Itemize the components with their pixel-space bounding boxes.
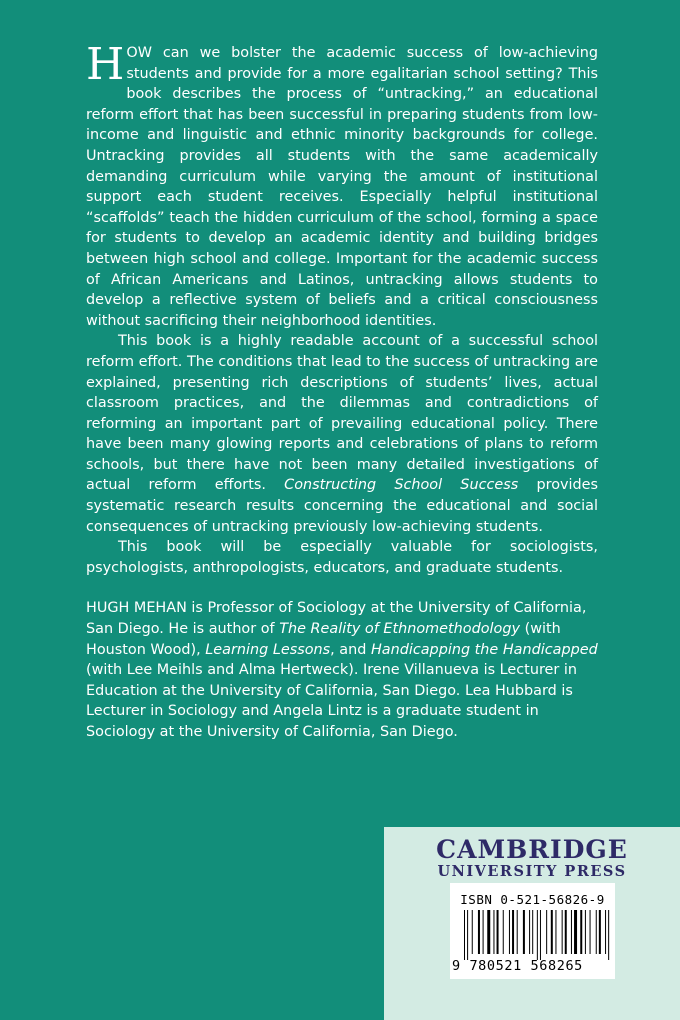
blurb-paragraph-2-text-a: This book is a highly readable account of a successful school reform effort. The conditions that lead to the success of untracking are explained, presenting rich descriptions of students’ lives, actual classroom practices, and the dilemmas and contradictions of reforming an important part of prevailing educational policy. There have been many glowing reports and celebrations of plans to reform schools, but there have not been many detailed investigations of actual reform efforts. (86, 333, 598, 494)
author-bio-text-d: (with Lee Meihls and Alma Hertweck). Irene Villanueva is Lecturer in Education at the University of California, San Diego. Lea Hubbard is Lecturer in Sociology and Angela Lintz is a graduate student in Sociology at the University of California, San Diego. (86, 662, 578, 740)
publisher-name: CAMBRIDGE (436, 835, 628, 864)
blurb-paragraph-3: This book will be especially valuable for sociologists, psychologists, anthropologists, educators, and graduate students. (86, 539, 598, 576)
author-book-title-2: Learning Lessons (205, 641, 331, 658)
author-bio (86, 598, 598, 742)
cover-blurb (86, 39, 598, 743)
blurb-paragraph-1-text: OW can we bolster the academic success of low-achieving students and provide for a more egalitarian school setting? This book describes the process of “untracking,” an educational reform effort that has been successful in preparing students from low-income and linguistic and ethnic minority backgrounds for college. Untracking provides all students with the same academically demanding curriculum while varying the amount of institutional support each student receives. Especially helpful institutional “scaffolds” teach the hidden curriculum of the school, forming a space for students to develop an academic identity and building bridges between high school and college. Important for the academic success of African Americans and Latinos, untracking allows students to develop a reflective system of beliefs and a critical consciousness without sacrificing their neighborhood identities. (86, 45, 598, 329)
blurb-paragraph-2 (86, 331, 598, 537)
barcode-icon (464, 910, 610, 960)
author-book-title-1: The Reality of Ethnomethodology (279, 621, 520, 638)
book-title-italic: Constructing School Success (284, 477, 519, 494)
isbn-number: ISBN 0-521-56826-9 (460, 892, 605, 907)
blurb-paragraph-2-text-b: provides systematic research results concerning the educational and social consequences of untracking previously low-achieving students. (86, 477, 598, 535)
author-book-title-3: Handicapping the Handicapped (370, 641, 598, 658)
barcode-label (450, 883, 615, 979)
ean-number: 9 780521 568265 (452, 958, 583, 974)
author-bio-text-c: , and (330, 641, 371, 658)
blurb-paragraph-1 (86, 39, 598, 331)
publisher-subname: UNIVERSITY PRESS (437, 863, 627, 880)
drop-cap: H (86, 39, 125, 90)
author-bio-text-a: HUGH MEHAN is Professor of Sociology at the University of California, San Diego. He is author of (86, 600, 587, 638)
author-bio-text-b: (with Houston Wood), (86, 621, 561, 658)
